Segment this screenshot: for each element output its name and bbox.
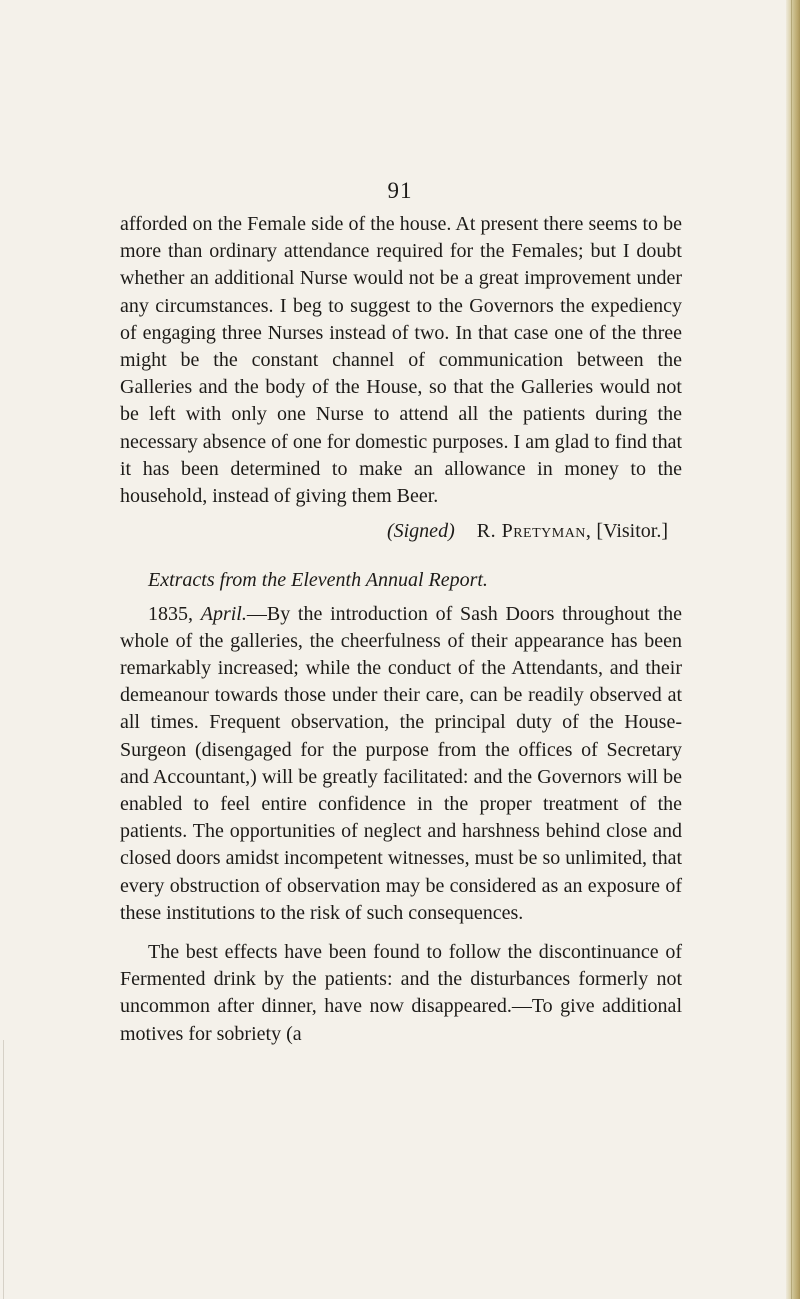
body-text <box>120 211 682 1048</box>
left-margin-mark <box>3 1040 4 1299</box>
page-number: 91 <box>387 178 413 203</box>
section-heading: Extracts from the Eleventh Annual Report. <box>148 569 488 592</box>
paragraph-sash-doors-text: —By the introduction of Sash Doors throughout the whole of the galleries, the cheerfulness of their appearance has been remarkably increased; while the conduct of the Attendants, and their demeanour towards those under their care, can be readily observed at all times. Frequent observation, the principal duty of the House-Surgeon (disengaged for the purpose from the offices of Secretary and Accountant,) will be greatly facilitated: and the Governors will be enabled to feel entire confidence in the proper treatment of the patients. The opportunities of neglect and harshness behind close and closed doors amidst incompetent witnesses, must be so unlimited, that every obstruction of observation may be considered as an exposure of these institutions to the risk of such consequences. <box>120 602 683 924</box>
paragraph-sash-doors <box>120 601 682 927</box>
paragraph-fermented-drink: The best effects have been found to follow the discontinuance of Fermented drink by the patients: and the disturbances formerly not uncommon after dinner, have now disappeared.—To give additional motives for sobriety (a <box>120 941 682 1045</box>
paragraph-nurses: afforded on the Female side of the house. At present there seems to be more than ordinary attendance required for the Females; but I doubt whether an additional Nurse would not be a great improvement under any circumstances. I beg to suggest to the Governors the expediency of engaging three Nurses instead of two. In that case one of the three might be the constant channel of communication between the Galleries and the body of the House, so that the Galleries would not be left with only one Nurse to attend all the patients during the necessary absence of one for domestic purposes. I am glad to find that it has been determined to make an allowance in money to the household, instead of giving them Beer. <box>120 213 682 508</box>
signature-name-role <box>477 518 668 545</box>
signed-label: (Signed) <box>386 520 455 543</box>
date-year: 1835, <box>148 602 193 625</box>
date-month: April. <box>200 602 247 625</box>
signature-line <box>120 518 682 545</box>
signature-role: [Visitor.] <box>596 520 668 543</box>
signature-name: R. Pretyman, <box>476 520 592 543</box>
